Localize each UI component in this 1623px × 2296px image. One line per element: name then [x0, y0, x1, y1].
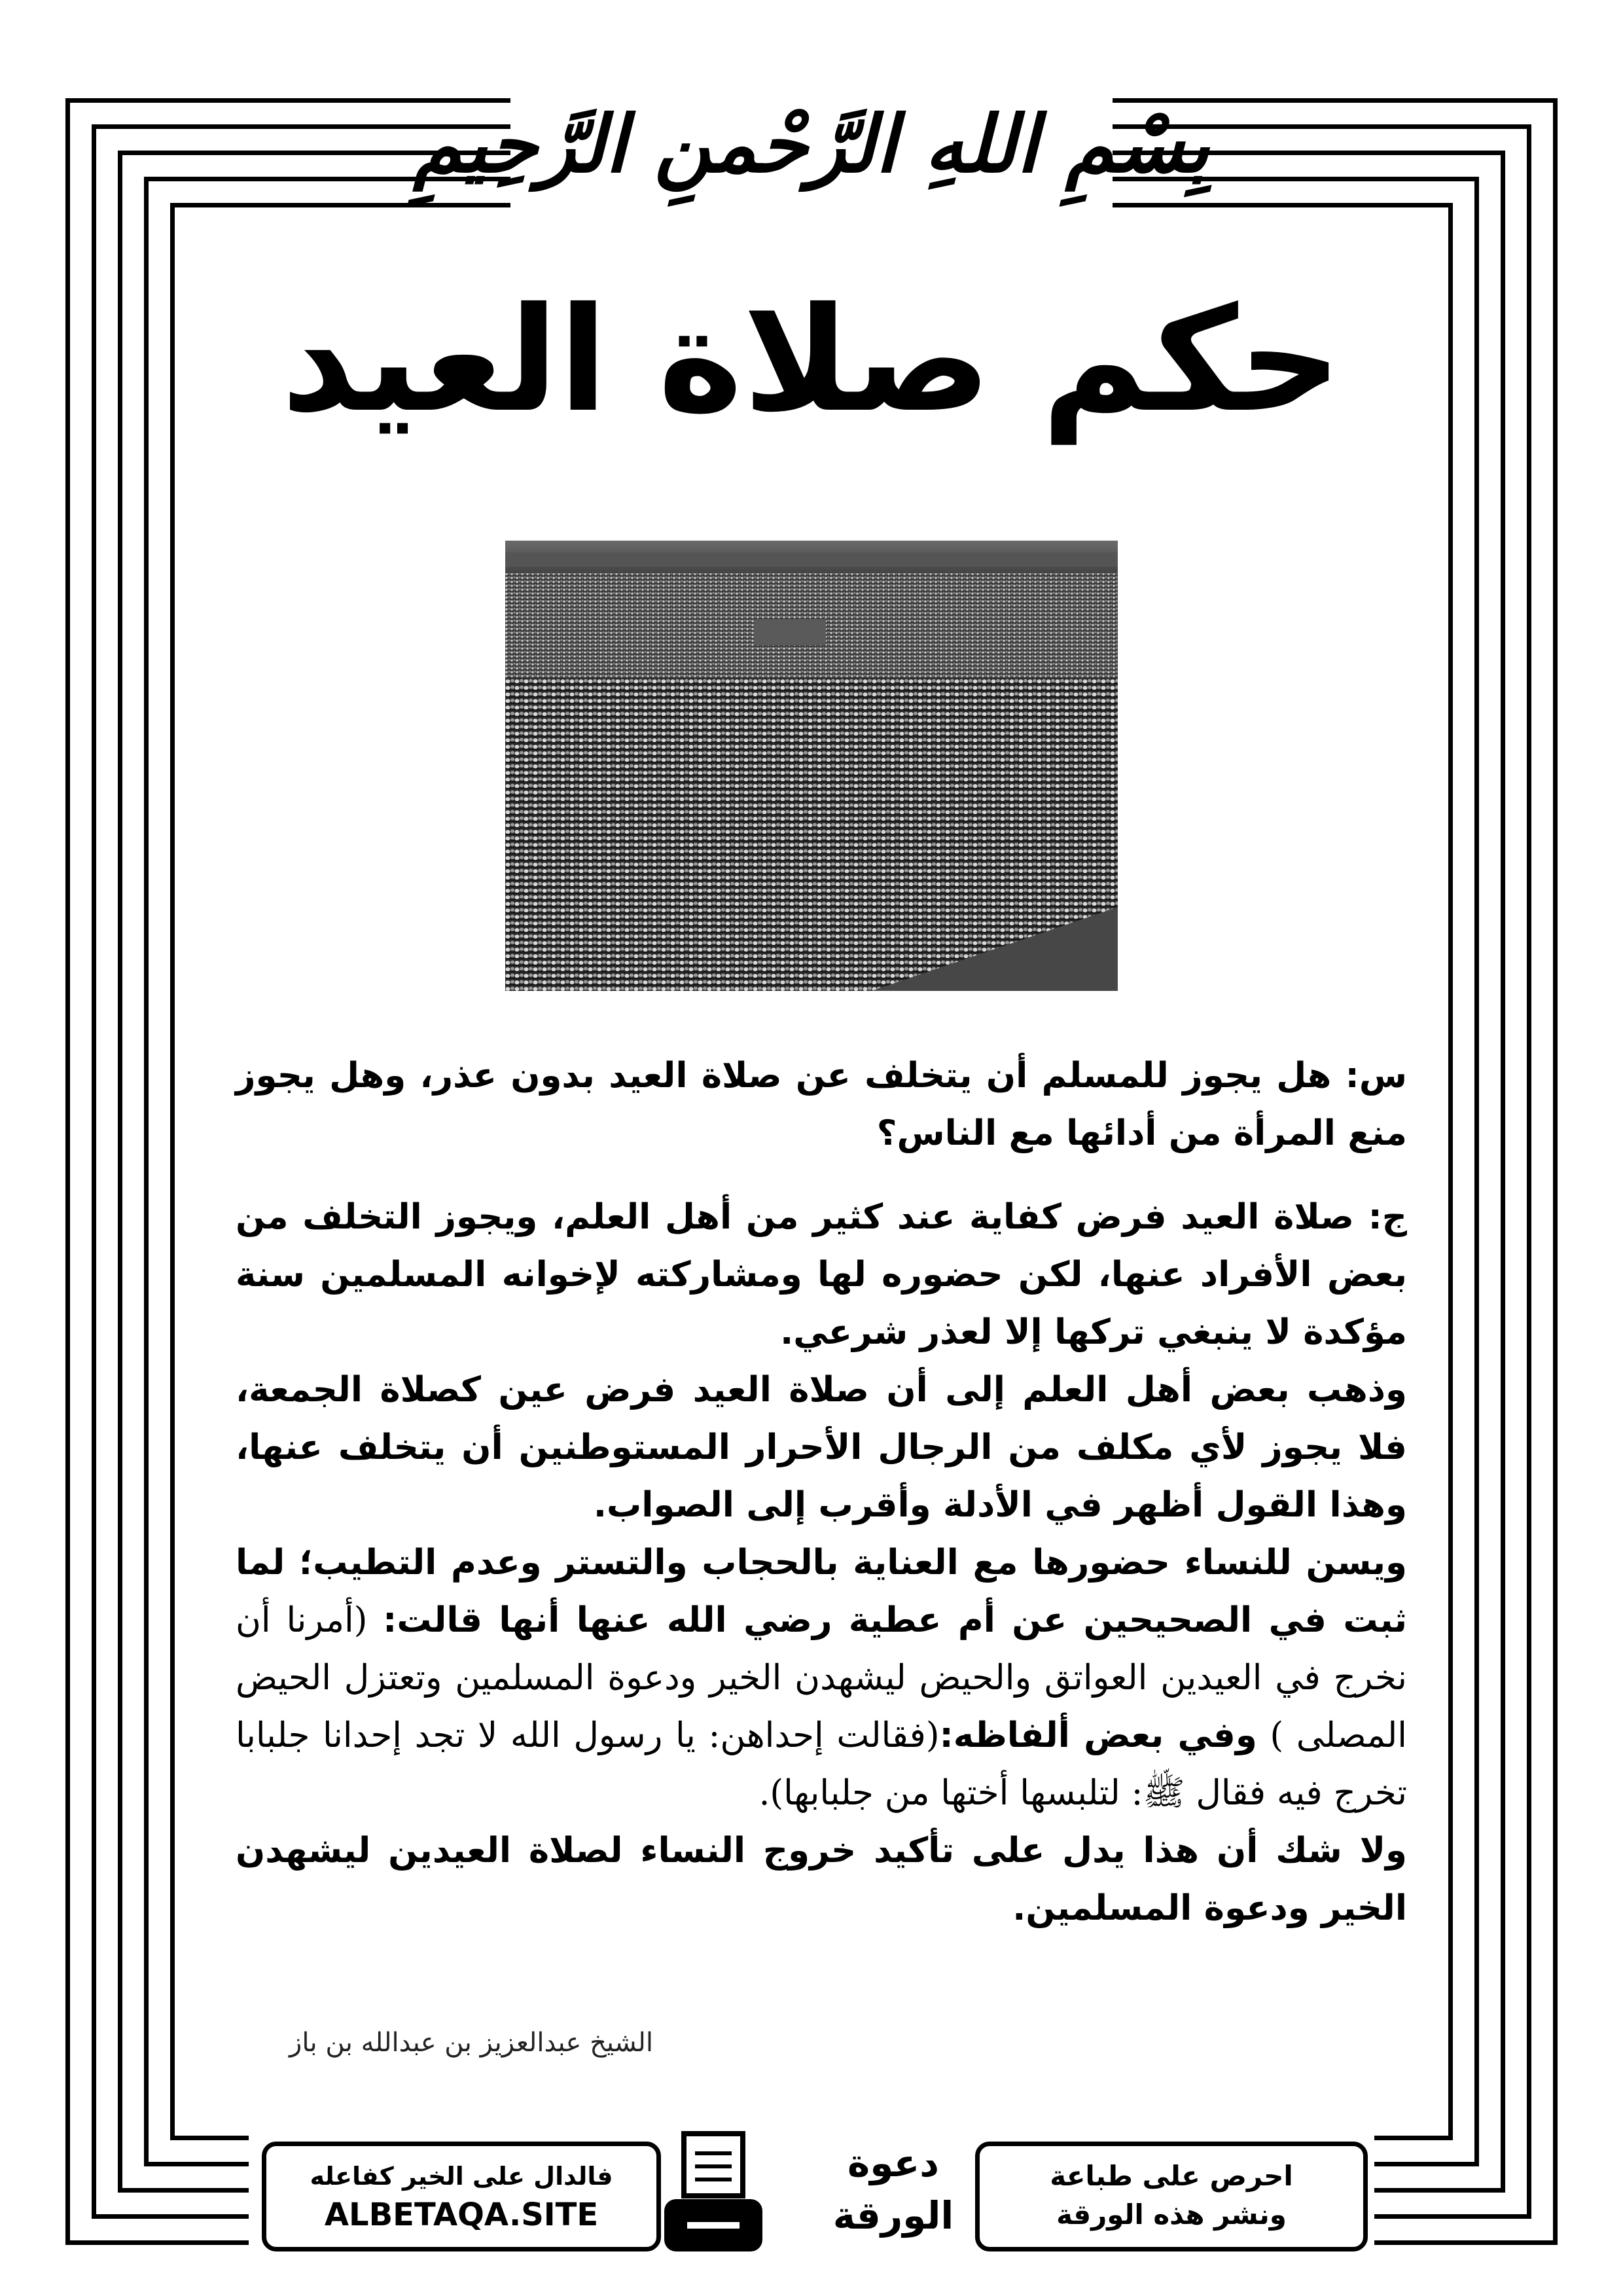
footer-print-box	[975, 2142, 1368, 2251]
logo-word-2: الورقة	[832, 2193, 954, 2238]
footer-site-link[interactable]: ALBETAQA.SITE	[324, 2197, 599, 2233]
question-text: س: هل يجوز للمسلم أن يتخلف عن صلاة العيد بدون عذر، وهل يجوز منع المرأة من أدائها مع الناس؟	[236, 1056, 1407, 1153]
printer-icon	[661, 2127, 766, 2258]
basmala-calligraphy	[413, 52, 1210, 236]
dawat-alwaraqa-logo	[831, 2121, 955, 2258]
page-title: حكم صلاة العيد	[281, 276, 1342, 444]
answer-paragraph-2: وذهب بعض أهل العلم إلى أن صلاة العيد فرض عين كصلاة الجمعة، فلا يجوز لأي مكلف من الرجال الأحرار المستوطنين أن يتخلف عنها، وهذا القول أظهر في الأدلة وأقرب إلى الصواب.	[236, 1370, 1407, 1525]
answer-paragraph-3	[236, 1534, 1407, 1822]
answer-paragraph-4: ولا شك أن هذا يدل على تأكيد خروج النساء لصلاة العيدين ليشهدن الخير ودعوة المسلمين.	[236, 1831, 1407, 1928]
footer-print-line-1: احرص على طباعة	[1050, 2160, 1293, 2192]
hadith-quote-2: (فقالت إحداهن: يا رسول الله لا تجد إحدانا جلبابا تخرج فيه فقال ﷺ: لتلبسها أختها من جلبابها).	[236, 1715, 1407, 1813]
author-signature: الشيخ عبدالعزيز بن عبدالله بن باز	[289, 2028, 653, 2058]
answer-paragraph-1: ج: صلاة العيد فرض كفاية عند كثير من أهل العلم، ويجوز التخلف من بعض الأفراد عنها، لكن حضوره لها ومشاركته لإخوانه المسلمين سنة مؤكدة لا ينبغي تركها إلا لعذر شرعي.	[236, 1197, 1407, 1352]
footer-print-line-2: ونشر هذه الورقة	[1056, 2198, 1287, 2231]
logo-word-1: دعوة	[847, 2141, 939, 2185]
hadith-quote-1: (أمرنا أن نخرج في العيدين العواتق والحيض ليشهدن الخير ودعوة المسلمين وتعتزل الحيض المصلى )	[236, 1600, 1407, 1755]
eid-prayer-crowd-photo	[505, 541, 1118, 991]
footer-site-box	[262, 2142, 661, 2251]
fatwa-text	[236, 1047, 1407, 2121]
answer-p3-lead: ويسن للنساء حضورها مع العناية بالحجاب والتستر وعدم التطيب؛ لما ثبت في الصحيحين عن أم عطية رضي الله عنها أنها قالت:	[236, 1543, 1407, 1640]
basmala-text: بِسْمِ اللهِ الرَّحْمنِ الرَّحِيمِ	[413, 98, 1210, 190]
answer-p3-mid: وفي بعض ألفاظه:	[939, 1715, 1257, 1755]
footer-proverb: فالدال على الخير كفاعله	[310, 2162, 613, 2191]
